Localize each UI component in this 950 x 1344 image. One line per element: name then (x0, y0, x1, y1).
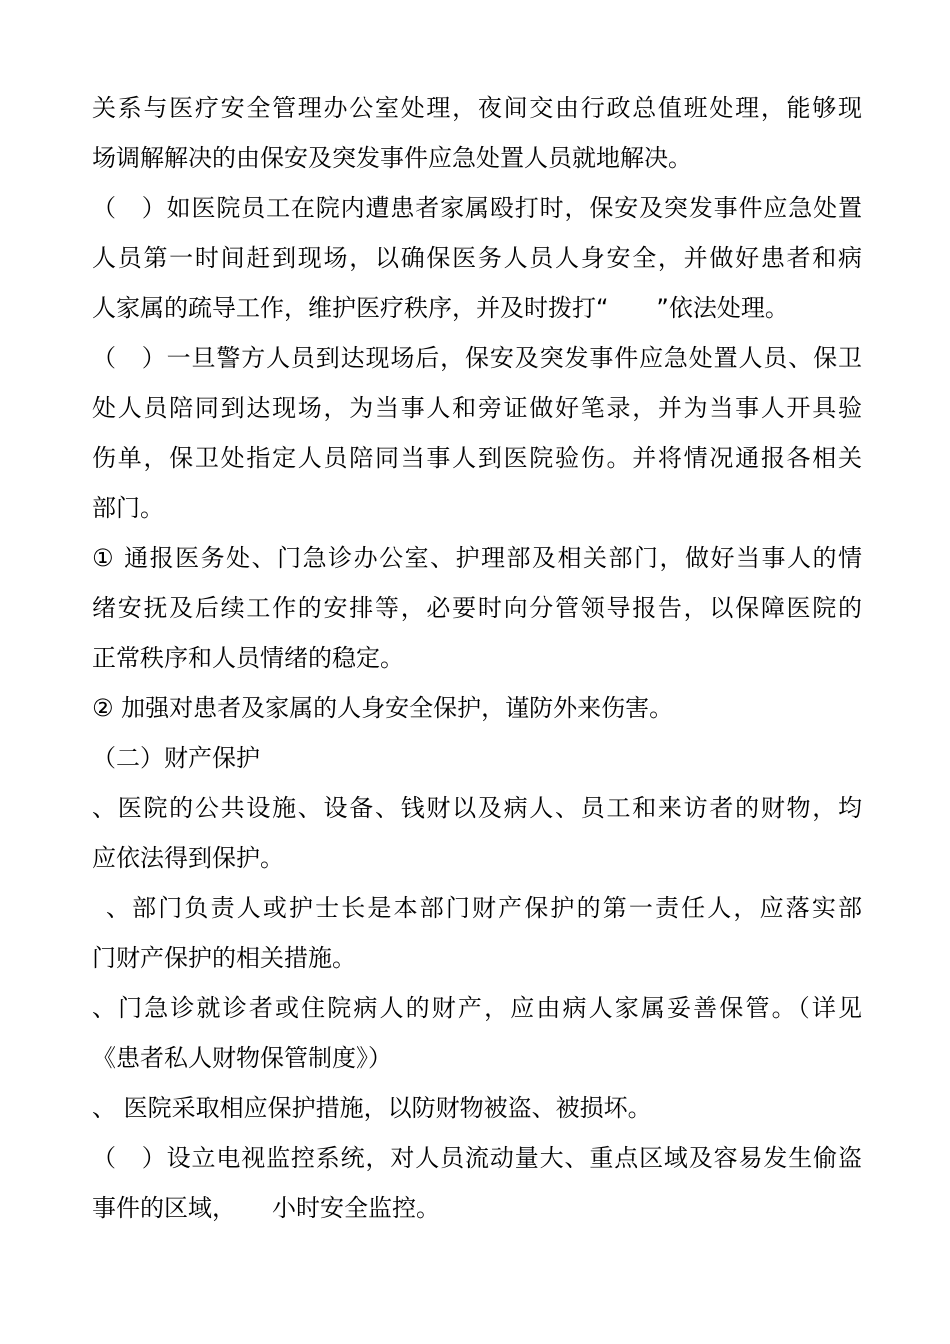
paragraph-line: 门财产保护的相关措施。 (92, 944, 356, 972)
paragraph-line: ② 加强对患者及家属的人身安全保护，谨防外来伤害。 (92, 694, 674, 722)
paragraph-line: 事件的区域， 小时安全监控。 (92, 1194, 440, 1222)
paragraph-line: ① 通报医务处、门急诊办公室、护理部及相关部门，做好当事人的情 (92, 544, 862, 572)
paragraph-line: 场调解解决的由保安及突发事件应急处置人员就地解决。 (92, 144, 692, 172)
paragraph-line: 、 医院采取相应保护措施，以防财物被盗、被损坏。 (92, 1094, 652, 1122)
paragraph-line: （ ）一旦警方人员到达现场后，保安及突发事件应急处置人员、保卫 (92, 344, 862, 372)
paragraph-line: 人家属的疏导工作，维护医疗秩序，并及时拨打“ ”依法处理。 (92, 294, 789, 322)
paragraph-line: 正常秩序和人员情绪的稳定。 (92, 644, 404, 672)
paragraph-line: 关系与医疗安全管理办公室处理，夜间交由行政总值班处理，能够现 (92, 94, 862, 122)
paragraph-line: 《患者私人财物保管制度》） (92, 1044, 392, 1072)
paragraph-line: 人员第一时间赶到现场，以确保医务人员人身安全，并做好患者和病 (92, 244, 862, 272)
paragraph-line: （ ）如医院员工在院内遭患者家属殴打时，保安及突发事件应急处置 (92, 194, 862, 222)
paragraph-line: 绪安抚及后续工作的安排等，必要时向分管领导报告，以保障医院的 (92, 594, 862, 622)
paragraph-line: 处人员陪同到达现场，为当事人和旁证做好笔录，并为当事人开具验 (92, 394, 862, 422)
paragraph-line: 部门。 (92, 494, 164, 522)
paragraph-line: （ ）设立电视监控系统，对人员流动量大、重点区域及容易发生偷盗 (92, 1144, 862, 1172)
paragraph-line: 、部门负责人或护士长是本部门财产保护的第一责任人，应落实部 (106, 894, 862, 922)
paragraph-line: 、医院的公共设施、设备、钱财以及病人、员工和来访者的财物，均 (92, 794, 862, 822)
paragraph-line: 伤单，保卫处指定人员陪同当事人到医院验伤。并将情况通报各相关 (92, 444, 862, 472)
paragraph-line: 、门急诊就诊者或住院病人的财产，应由病人家属妥善保管。（详见 (92, 994, 862, 1022)
paragraph-line: 应依法得到保护。 (92, 844, 284, 872)
section-heading: （二）财产保护 (92, 744, 260, 772)
